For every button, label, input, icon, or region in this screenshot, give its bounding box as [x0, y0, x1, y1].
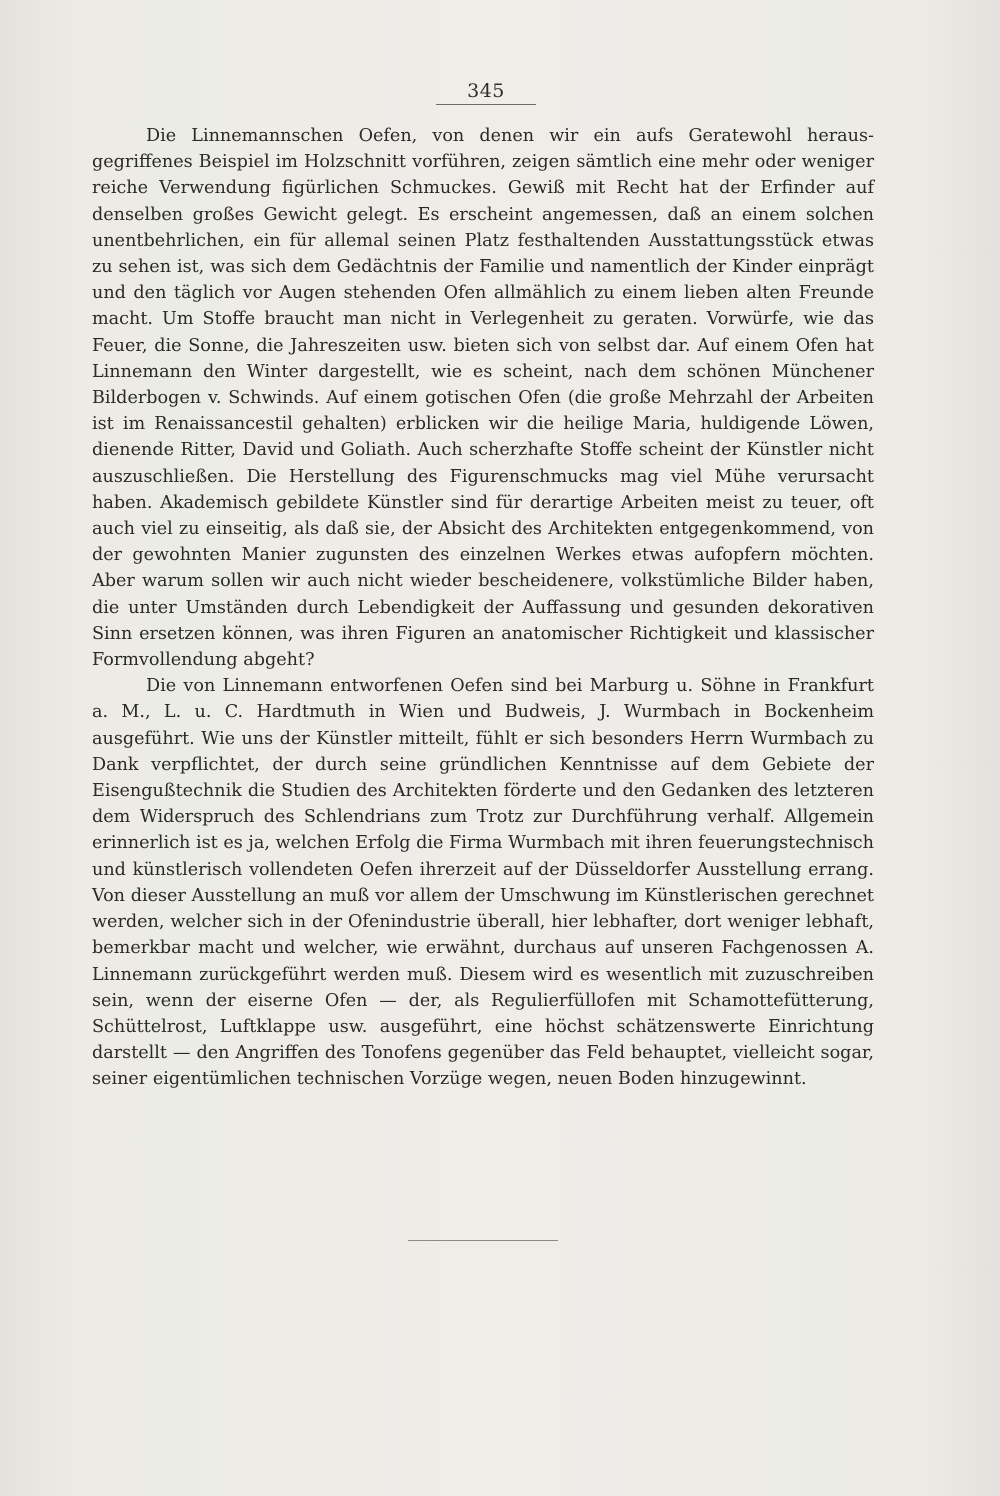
- body-text: [92, 123, 874, 1093]
- page-number: 345: [467, 80, 505, 102]
- paragraph-1: Die Linnemannschen Oefen, von denen wir ein aufs Geratewohl herausgegriffenes Beispiel im Holzschnitt vorführen, zeigen sämtlich eine mehr oder weniger reiche Verwendung figürlichen Schmuckes. Gewiß mit Recht hat der Erfinder auf denselben großes Gewicht gelegt. Es erscheint angemessen, daß an einem solchen unentbehrlichen, ein für allemal seinen Platz festhaltenden Ausstattungsstück etwas zu sehen ist, was sich dem Gedächtnis der Familie und namentlich der Kinder einprägt und den täglich vor Augen stehenden Ofen allmählich zu einem lieben alten Freunde macht. Um Stoffe braucht man nicht in Verlegenheit zu geraten. Vorwürfe, wie das Feuer, die Sonne, die Jahreszeiten usw. bieten sich von selbst dar. Auf einem Ofen hat Linnemann den Winter dargestellt, wie es scheint, nach dem schönen Münchener Bilderbogen v. Schwinds. Auf einem gotischen Ofen (die große Mehrzahl der Arbeiten ist im Renaissancestil gehalten) erblicken wir die heilige Maria, huldigende Löwen, dienende Ritter, David und Goliath. Auch scherzhafte Stoffe scheint der Künstler nicht auszuschließen. Die Herstellung des Figurenschmucks mag viel Mühe verursacht haben. Akademisch gebildete Künstler sind für derartige Arbeiten meist zu teuer, oft auch viel zu einseitig, als daß sie, der Absicht des Architekten entgegenkommend, von der gewohnten Manier zugunsten des einzelnen Werkes etwas aufopfern möchten. Aber warum sollen wir auch nicht wieder bescheidenere, volkstümliche Bilder haben, die unter Umständen durch Lebendigkeit der Auffassung und gesunden dekorativen Sinn ersetzen können, was ihren Figuren an anatomischer Richtigkeit und klassischer Formvollendung abgeht?: [92, 126, 874, 671]
- paragraph-2: Die von Linnemann entworfenen Oefen sind bei Marburg u. Söhne in Frankfurt a. M., L. u. C. Hardtmuth in Wien und Budweis, J. Wurmbach in Bockenheim ausgeführt. Wie uns der Künstler mitteilt, fühlt er sich besonders Herrn Wurmbach zu Dank verpflichtet, der durch seine gründlichen Kenntnisse auf dem Gebiete der Eisengußtechnik die Studien des Architekten förderte und den Gedanken des letzteren dem Widerspruch des Schlendrians zum Trotz zur Durchführung verhalf. Allgemein erinnerlich ist es ja, welchen Erfolg die Firma Wurmbach mit ihren feuerungstechnisch und künstlerisch vollendeten Oefen ihrerzeit auf der Düsseldorfer Ausstellung errang. Von dieser Ausstellung an muß vor allem der Umschwung im Künstlerischen gerechnet werden, welcher sich in der Ofenindustrie überall, hier lebhafter, dort weniger lebhaft, bemerkbar macht und welcher, wie erwähnt, durchaus auf unseren Fachgenossen A. Linnemann zurückgeführt werden muß. Diesem wird es wesentlich mit zuzuschreiben sein, wenn der eiserne Ofen — der, als Regulierfüllofen mit Schamottefütterung, Schüttelrost, Luftklappe usw. ausgeführt, eine höchst schätzenswerte Einrichtung darstellt — den Angriffen des Tonofens gegenüber das Feld behauptet, vielleicht sogar, seiner eigentümlichen technischen Vorzüge wegen, neuen Boden hinzugewinnt.: [92, 676, 874, 1090]
- header-rule: [436, 104, 536, 105]
- end-rule: [408, 1240, 558, 1241]
